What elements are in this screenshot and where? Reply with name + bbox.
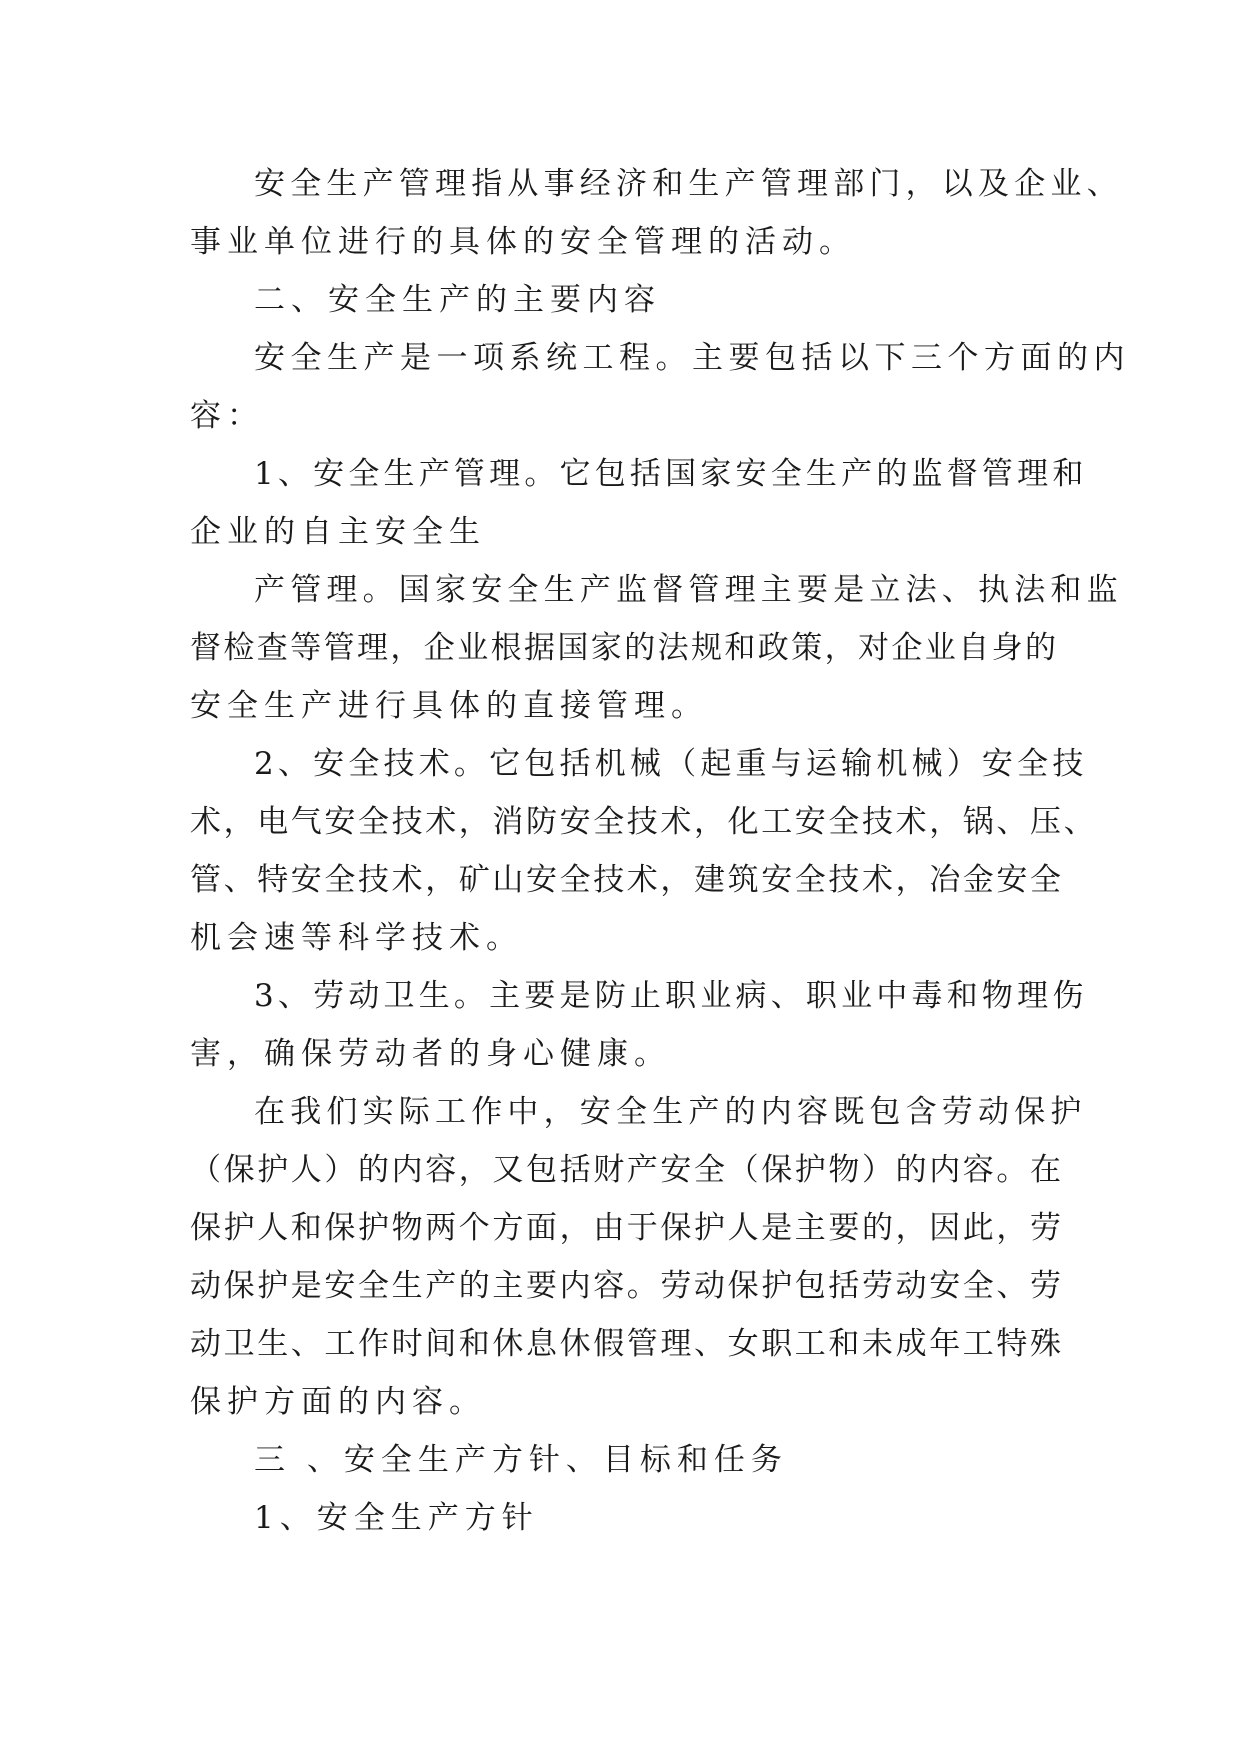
paragraph-line: 督检查等管理，企业根据国家的法规和政策，对企业自身的: [190, 630, 1059, 666]
paragraph-line: 容：: [190, 398, 264, 434]
paragraph-line: 保护方面的内容。: [190, 1384, 486, 1420]
paragraph-line: 动卫生、工作时间和休息休假管理、女职工和未成年工特殊: [190, 1326, 1064, 1362]
subsection-heading: 1、安全生产方针: [254, 1500, 539, 1536]
list-item-line: 1、安全生产管理。它包括国家安全生产的监督管理和: [254, 456, 1088, 492]
paragraph-line: 动保护是安全生产的主要内容。劳动保护包括劳动安全、劳: [190, 1268, 1064, 1304]
paragraph-line: 安全生产是一项系统工程。主要包括以下三个方面的内: [254, 340, 1130, 376]
list-item-line: 3、劳动卫生。主要是防止职业病、职业中毒和物理伤: [254, 978, 1088, 1014]
paragraph-line: 安全生产管理指从事经济和生产管理部门，以及企业、: [254, 166, 1123, 202]
section-heading: 二、安全生产的主要内容: [254, 282, 661, 318]
list-item-line: 管、特安全技术，矿山安全技术，建筑安全技术，冶金安全: [190, 862, 1064, 898]
document-body: [190, 155, 1130, 1547]
section-heading: 三 、安全生产方针、目标和任务: [254, 1442, 788, 1478]
paragraph-line: 安全生产进行具体的直接管理。: [190, 688, 708, 724]
list-item-line: 害，确保劳动者的身心健康。: [190, 1036, 671, 1072]
list-item-line: 术，电气安全技术，消防安全技术，化工安全技术，锅、压、: [190, 804, 1098, 840]
paragraph-line: （保护人）的内容，又包括财产安全（保护物）的内容。在: [190, 1152, 1064, 1188]
list-item-line: 2、安全技术。它包括机械（起重与运输机械）安全技: [254, 746, 1088, 782]
paragraph-line: 保护人和保护物两个方面，由于保护人是主要的，因此，劳: [190, 1210, 1064, 1246]
list-item-line: 机会速等科学技术。: [190, 920, 523, 956]
paragraph-line: 在我们实际工作中，安全生产的内容既包含劳动保护: [254, 1094, 1087, 1130]
paragraph-line: 产管理。国家安全生产监督管理主要是立法、执法和监: [254, 572, 1123, 608]
paragraph-line: 事业单位进行的具体的安全管理的活动。: [190, 224, 856, 260]
list-item-line: 企业的自主安全生: [190, 514, 486, 550]
